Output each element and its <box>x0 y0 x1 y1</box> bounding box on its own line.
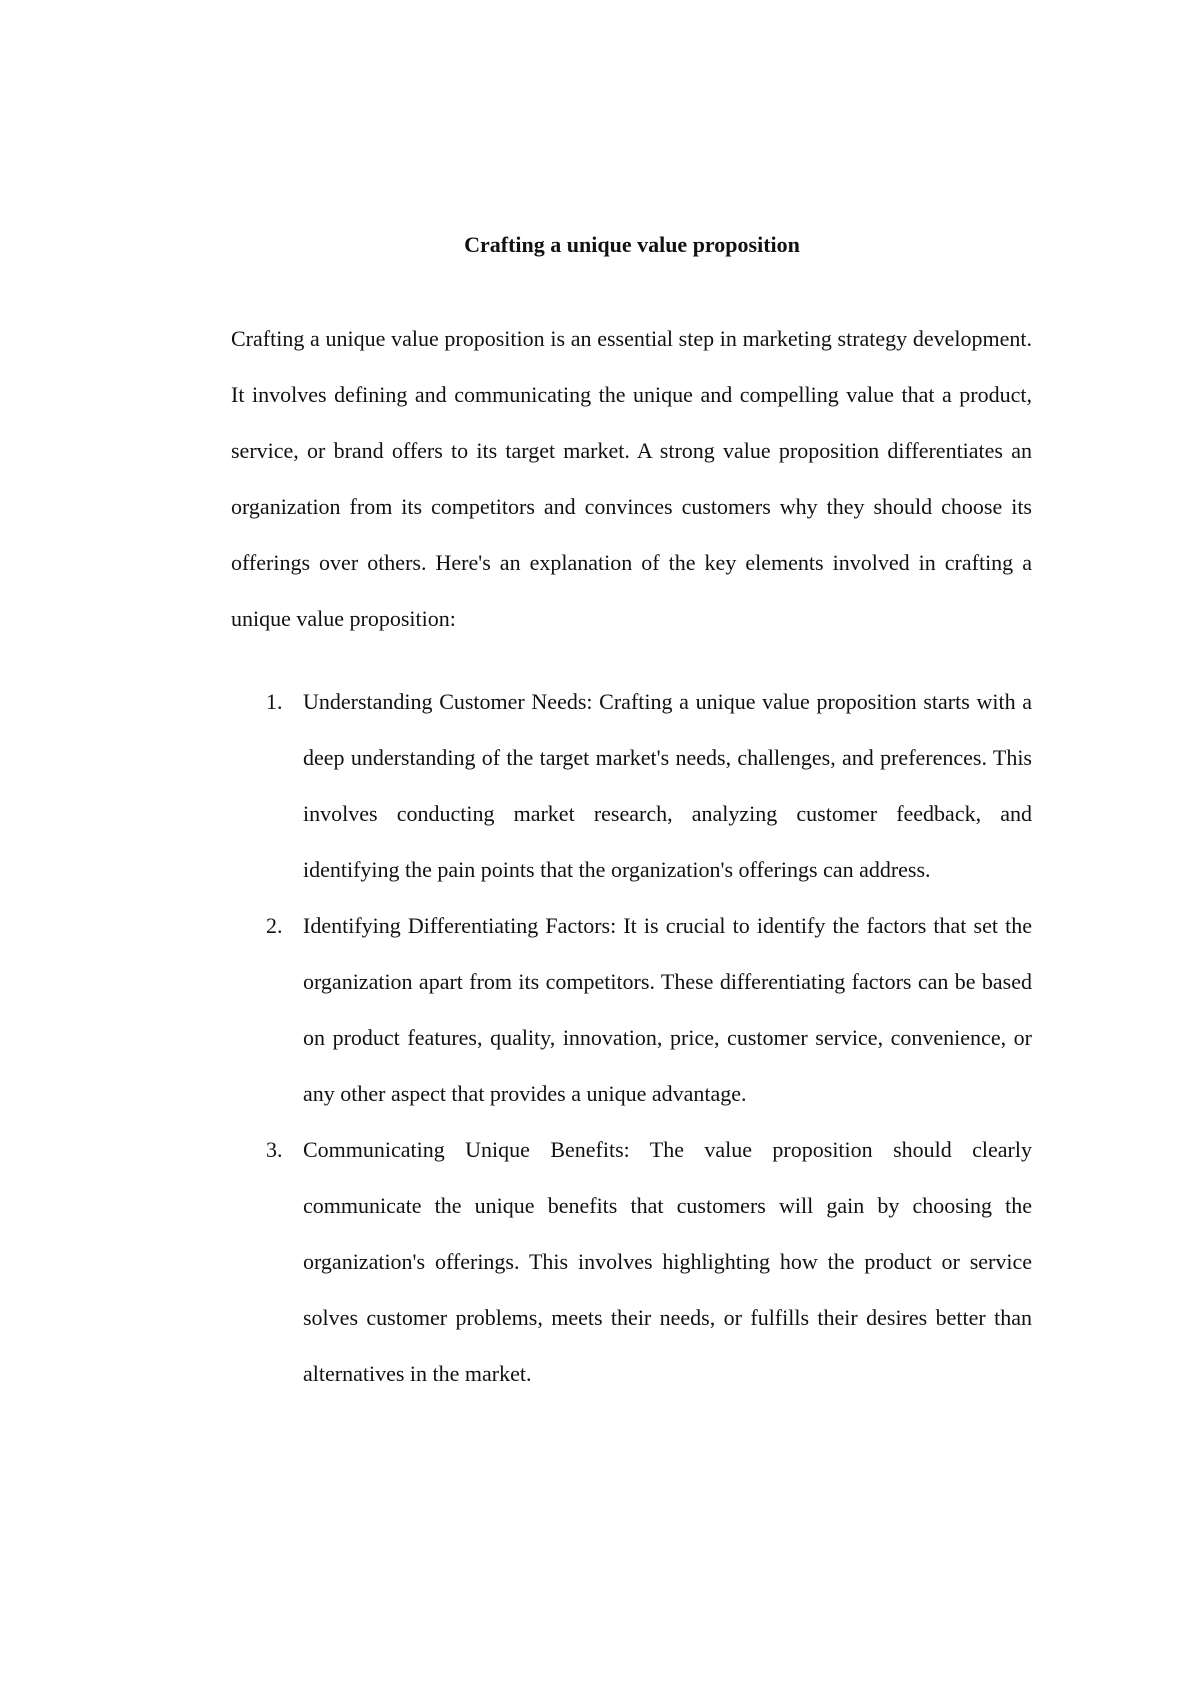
document-title: Crafting a unique value proposition <box>464 232 800 257</box>
intro-paragraph: Crafting a unique value proposition is an essential step in marketing strategy development. It involves defining and communicating the unique and compelling value that a product, service, or brand offers to its target market. A strong value proposition differentiates an organization from its competitors and convinces customers why they should choose its offerings over others. Here's an explanation of the key elements involved in crafting a unique value proposition: <box>231 326 1032 631</box>
list-item-text: Communicating Unique Benefits: The value proposition should clearly communicate the unique benefits that customers will gain by choosing the organization's offerings. This involves highlighting how the product or service solves customer problems, meets their needs, or fulfills their desires better than alternatives in the market. <box>303 1137 1032 1386</box>
list-item <box>231 1122 1032 1402</box>
list-item-number: 2. <box>266 913 283 938</box>
list-item-text: Identifying Differentiating Factors: It is crucial to identify the factors that set the organization apart from its competitors. These differentiating factors can be based on product features, quality, innovation, price, customer service, convenience, or any other aspect that provides a unique advantage. <box>303 913 1032 1106</box>
list-item-number: 1. <box>266 689 283 714</box>
list-item <box>231 674 1032 898</box>
numbered-list <box>231 674 1032 1402</box>
list-item-number: 3. <box>266 1137 283 1162</box>
list-item-text: Understanding Customer Needs: Crafting a unique value proposition starts with a deep understanding of the target market's needs, challenges, and preferences. This involves conducting market research, analyzing customer feedback, and identifying the pain points that the organization's offerings can address. <box>303 689 1032 882</box>
list-item <box>231 898 1032 1122</box>
